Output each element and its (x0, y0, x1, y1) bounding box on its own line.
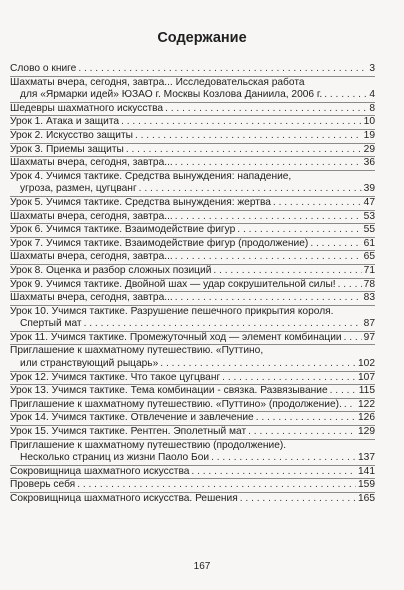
dot-leader (175, 157, 362, 170)
dot-leader (84, 318, 362, 331)
dot-leader (126, 144, 362, 157)
toc-entry-title: Шахматы вчера, сегодня, завтра... (10, 210, 173, 222)
toc-entry-page: 122 (358, 398, 375, 410)
toc-entry-page: 36 (363, 157, 375, 169)
toc-entry (10, 398, 375, 412)
toc-entry-line (10, 332, 375, 345)
dot-leader (222, 372, 356, 385)
toc-entry-line (10, 130, 375, 143)
dot-leader (344, 399, 356, 412)
toc-entry (10, 156, 375, 170)
toc-entry-line (10, 211, 375, 224)
toc-entry (10, 492, 375, 506)
toc-entry-page: 137 (358, 452, 375, 464)
toc-entry-page: 65 (363, 251, 375, 263)
toc-entry-page: 29 (363, 143, 375, 155)
dot-leader (175, 211, 362, 224)
toc-entry-line (10, 292, 375, 305)
toc-entry-line (10, 116, 375, 129)
toc-entry-title: Проверь себя (10, 479, 76, 491)
toc-entry-title: Урок 9. Учимся тактике. Двойной шах — удар сокрушительной силы! (10, 278, 336, 290)
toc-entry-page: 141 (358, 465, 375, 477)
toc-entry-line (10, 265, 375, 278)
toc-entry-line (10, 318, 375, 331)
toc-entry-title: Несколько страниц из жизни Паоло Бои (20, 452, 210, 464)
toc-entry-page: 78 (363, 278, 375, 290)
toc-entry (10, 478, 375, 492)
toc-entry-page: 102 (358, 358, 375, 370)
toc-entry-title: Урок 11. Учимся тактике. Промежуточный ход — элемент комбинации (10, 331, 342, 343)
dot-leader (338, 279, 362, 292)
dot-leader (135, 130, 362, 143)
toc-entry (10, 196, 375, 210)
toc-entry-title: Приглашение к шахматному путешествию (продолжение). (10, 439, 287, 451)
toc-entry-line (10, 157, 375, 170)
toc-entry-line (10, 171, 375, 184)
toc-entry-title: Урок 12. Учимся тактике. Что такое цугцванг (10, 371, 221, 383)
toc-entry-title: Урок 10. Учимся тактике. Разрушение пешечного прикрытия короля. (10, 305, 334, 317)
toc-entry-line (10, 63, 375, 76)
toc-entry-title: Урок 3. Приемы защиты (10, 143, 124, 155)
toc-entry-title: Урок 4. Учимся тактике. Средства вынуждения: нападение, (10, 170, 292, 182)
toc-entry (10, 344, 375, 370)
dot-leader (273, 197, 362, 210)
toc-entry-line (10, 412, 375, 425)
toc-entry-title: Урок 5. Учимся тактике. Средства вынуждения: жертва (10, 196, 271, 208)
toc-entry-page: 39 (363, 183, 375, 195)
dot-leader (78, 63, 367, 76)
dot-leader (344, 332, 362, 345)
toc-entry (10, 210, 375, 224)
toc-entry-title: Шедевры шахматного искусства (10, 102, 164, 114)
toc-entry-title: Урок 13. Учимся тактике. Тема комбинации - связка. Развязывание (10, 385, 328, 397)
toc-entry (10, 439, 375, 465)
toc-entry-title: Шахматы вчера, сегодня, завтра... (10, 292, 173, 304)
dot-leader (240, 493, 356, 506)
dot-leader (175, 292, 362, 305)
toc-entry-line (10, 479, 375, 492)
toc-entry-title: Слово о книге (10, 63, 77, 74)
toc-entry (10, 264, 375, 278)
toc-entry-page: 3 (369, 63, 375, 74)
toc-entry-line (10, 385, 375, 398)
toc-entry-line (10, 345, 375, 358)
toc-entry (10, 237, 375, 251)
toc-entry (10, 411, 375, 425)
toc-entry-line (10, 372, 375, 385)
toc-entry-page: 8 (369, 102, 375, 114)
toc-entry (10, 223, 375, 237)
toc-entry-line (10, 251, 375, 264)
toc-entry (10, 331, 375, 345)
toc-entry-title: Приглашение к шахматному путешествию. «Путтино» (продолжение). (10, 398, 342, 410)
dot-leader (310, 238, 361, 251)
toc-entry-line (10, 197, 375, 210)
toc-entry-title: Урок 1. Атака и защита (10, 116, 120, 128)
toc-entry-line (10, 440, 375, 453)
toc-entry (10, 250, 375, 264)
toc-entry-title: угроза, размен, цугцванг (20, 183, 137, 195)
toc-entry-title: Сокровищница шахматного искусства (10, 465, 190, 477)
toc-entry-line (10, 77, 375, 90)
dot-leader (165, 103, 367, 116)
dot-leader (77, 479, 356, 492)
toc-entry-title: Урок 2. Искусство защиты (10, 129, 133, 141)
toc-entry (10, 129, 375, 143)
toc-entry-title: Сокровищница шахматного искусства. Решения (10, 493, 238, 504)
toc-entry (10, 384, 375, 398)
toc-entry-page: 53 (363, 210, 375, 222)
toc-entry-line (10, 466, 375, 479)
toc-entry-title: Шахматы вчера, сегодня, завтра... Исследовательская работа (10, 76, 305, 88)
toc-entry-line (10, 493, 375, 506)
toc-entry-page: 165 (358, 493, 375, 504)
toc-entry-title: Урок 8. Оценка и разбор сложных позиций (10, 264, 212, 276)
toc-entry-line (10, 279, 375, 292)
toc-entry-title: Урок 14. Учимся тактике. Отвлечение и завлечение (10, 412, 254, 424)
toc-entry (10, 63, 375, 76)
toc-entry-page: 115 (358, 385, 375, 397)
dot-leader (324, 89, 367, 102)
toc-entry-title: Урок 7. Учимся тактике. Взаимодействие фигур (продолжение) (10, 237, 309, 249)
toc-entry (10, 371, 375, 385)
dot-leader (211, 452, 356, 465)
toc-entry-page: 71 (363, 264, 375, 276)
toc-entry-line (10, 399, 375, 412)
toc-entry-title: Шахматы вчера, сегодня, завтра... (10, 157, 173, 169)
toc-entry-title: Урок 6. Учимся тактике. Взаимодействие фигур (10, 224, 236, 236)
dot-leader (139, 183, 362, 196)
toc-entry-line (10, 89, 375, 102)
toc-entry-page: 129 (358, 426, 375, 438)
toc-entry-title: Приглашение к шахматному путешествию. «Путтино, (10, 345, 264, 357)
toc-entry-page: 10 (363, 116, 375, 128)
dot-leader (330, 385, 357, 398)
toc-entry-line (10, 358, 375, 371)
toc-entry (10, 115, 375, 129)
toc-entry (10, 170, 375, 196)
toc-entry-title: Урок 15. Учимся тактике. Рентген. Эполетный мат (10, 426, 247, 438)
toc-entry-page: 159 (358, 479, 375, 491)
toc-entry (10, 305, 375, 331)
toc-entry-line (10, 452, 375, 465)
toc-entry-line (10, 426, 375, 439)
toc-entry-page: 83 (363, 292, 375, 304)
dot-leader (248, 426, 356, 439)
toc-entry-page: 87 (363, 318, 375, 330)
toc-entry-page: 4 (369, 89, 375, 101)
toc-entry (10, 291, 375, 305)
toc-entry-title: или странствующий рыцарь» (20, 358, 159, 370)
toc-entry-title: для «Ярмарки идей» ЮЗАО г. Москвы Козлова Даниила, 2006 г. (20, 89, 323, 101)
toc-entry-line (10, 103, 375, 116)
toc-entry (10, 143, 375, 157)
toc-entry-line (10, 144, 375, 157)
toc-entry-page: 97 (363, 331, 375, 343)
toc-entry (10, 278, 375, 292)
toc-entry-page: 47 (363, 196, 375, 208)
toc-entry-title: Спертый мат (20, 318, 82, 330)
dot-leader (191, 466, 356, 479)
toc-entry-line (10, 306, 375, 319)
toc-entry-title: Шахматы вчера, сегодня, завтра... (10, 251, 173, 263)
toc-entry-page: 19 (363, 129, 375, 141)
toc-entry-page: 61 (363, 237, 375, 249)
toc-entry-page: 107 (358, 371, 375, 383)
toc-entry-line (10, 224, 375, 237)
toc-entry-line (10, 238, 375, 251)
page-number: 167 (193, 561, 211, 572)
page-title: Содержание (157, 30, 247, 46)
dot-leader (256, 412, 356, 425)
toc-entry-page: 126 (358, 412, 375, 424)
toc-entry (10, 465, 375, 479)
toc-entry-page: 55 (363, 224, 375, 236)
dot-leader (237, 224, 361, 237)
table-of-contents (10, 63, 375, 506)
toc-entry (10, 425, 375, 439)
dot-leader (160, 358, 356, 371)
toc-entry (10, 102, 375, 116)
toc-entry-line (10, 183, 375, 196)
toc-entry (10, 76, 375, 102)
dot-leader (213, 265, 361, 278)
dot-leader (121, 116, 362, 129)
dot-leader (175, 251, 362, 264)
